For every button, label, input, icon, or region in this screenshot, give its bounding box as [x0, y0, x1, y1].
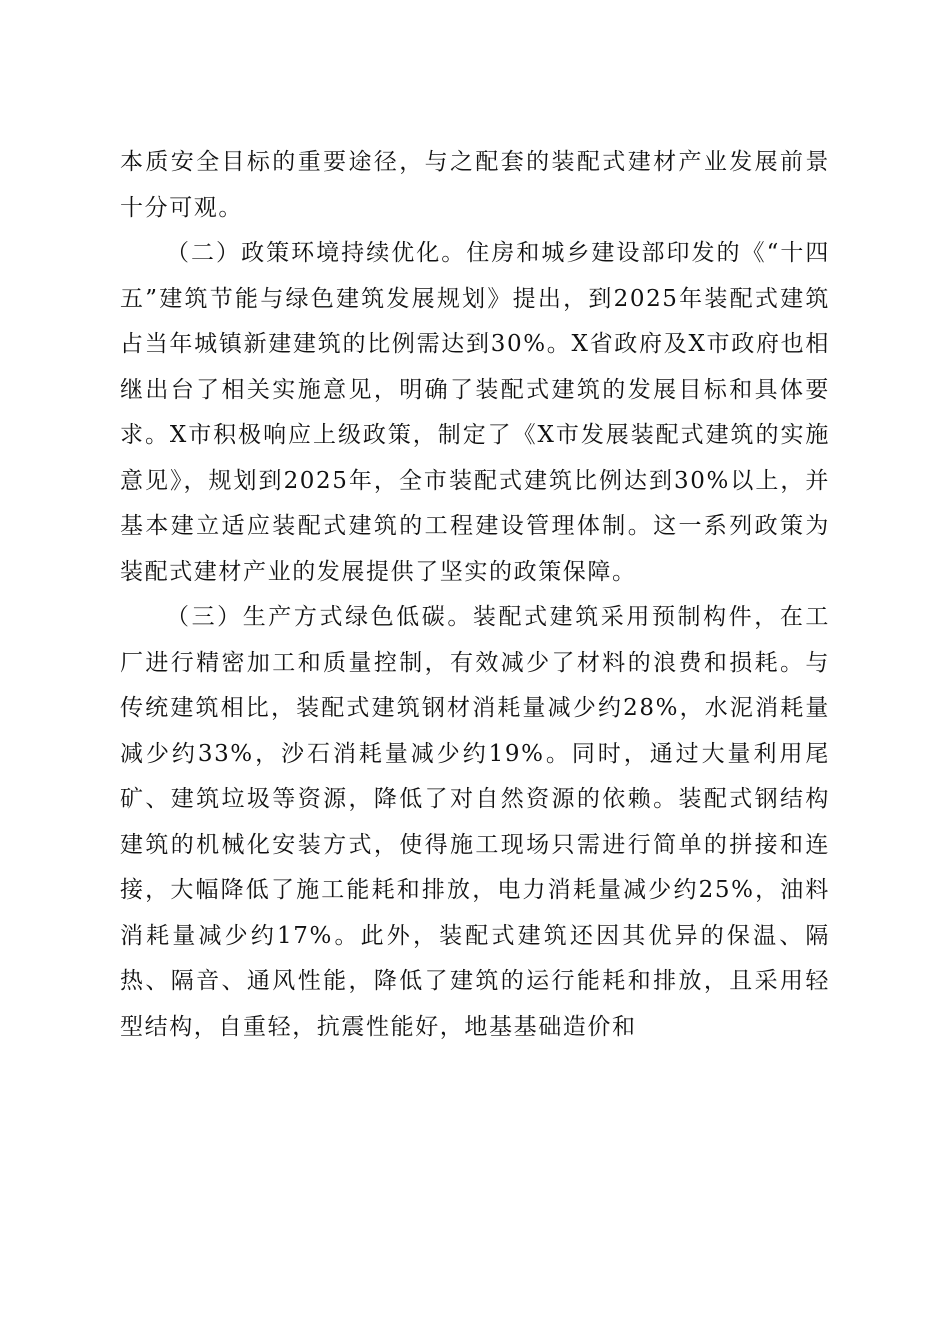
paragraph-policy-environment: [120, 231, 830, 595]
paragraph-text: 住房和城乡建设部印发的《“十四五”建筑节能与绿色建筑发展规划》提出，到2025年装配式建筑占当年城镇新建建筑的比例需达到30%。X省政府及X市政府也相继出台了相关实施意见，明确了装配式建筑的发展目标和具体要求。X市积极响应上级政策，制定了《X市发展装配式建筑的实施意见》，规划到2025年，全市装配式建筑比例达到30%以上，并基本建立适应装配式建筑的工程建设管理体制。这一系列政策为装配式建材产业的发展提供了坚实的政策保障。: [120, 240, 830, 585]
paragraph-continuation: [120, 140, 830, 231]
paragraph-green-production: [120, 595, 830, 1050]
document-body: [120, 140, 830, 1050]
paragraph-heading: （二）政策环境持续优化。: [166, 240, 467, 266]
paragraph-heading: （三）生产方式绿色低碳。: [166, 604, 473, 630]
paragraph-text: 装配式建筑采用预制构件，在工厂进行精密加工和质量控制，有效减少了材料的浪费和损耗。与传统建筑相比，装配式建筑钢材消耗量减少约28%，水泥消耗量减少约33%，沙石消耗量减少约19%。同时，通过大量利用尾矿、建筑垃圾等资源，降低了对自然资源的依赖。装配式钢结构建筑的机械化安装方式，使得施工现场只需进行简单的拼接和连接，大幅降低了施工能耗和排放，电力消耗量减少约25%，油料消耗量减少约17%。此外，装配式建筑还因其优异的保温、隔热、隔音、通风性能，降低了建筑的运行能耗和排放，且采用轻型结构，自重轻，抗震性能好，地基基础造价和: [120, 604, 831, 1040]
paragraph-text: 本质安全目标的重要途径，与之配套的装配式建材产业发展前景十分可观。: [120, 149, 830, 221]
